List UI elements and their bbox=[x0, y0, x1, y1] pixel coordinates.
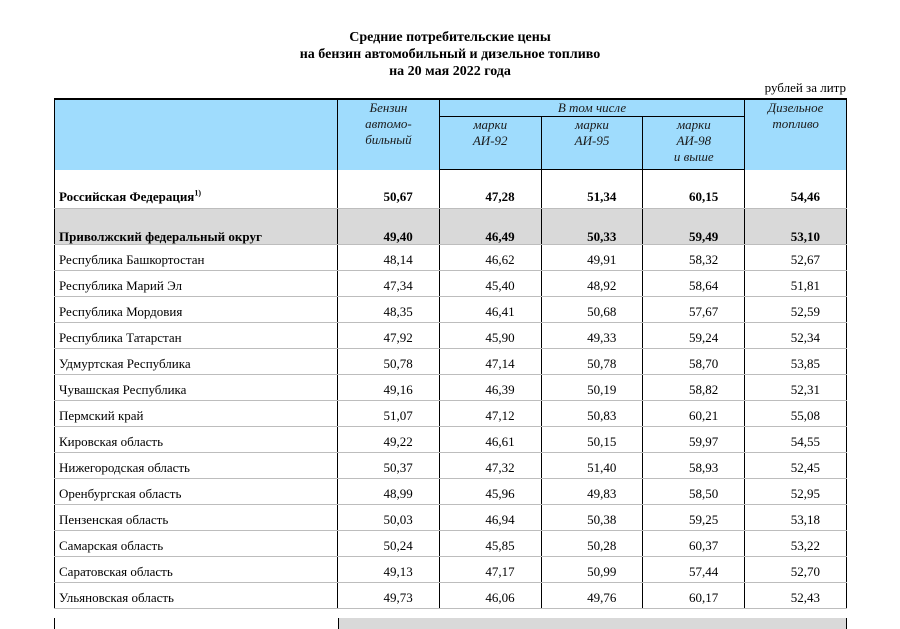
cell-gasoline: 49,73 bbox=[338, 583, 440, 609]
table-row bbox=[55, 531, 847, 557]
cell-ai92: 47,32 bbox=[439, 453, 541, 479]
cell-ai92: 46,39 bbox=[439, 375, 541, 401]
cell-diesel: 51,81 bbox=[745, 271, 847, 297]
row-name: Удмуртская Республика bbox=[55, 349, 338, 375]
cell-ai98: 58,50 bbox=[643, 479, 745, 505]
cell-ai92: 46,62 bbox=[439, 245, 541, 271]
cell-ai95: 50,38 bbox=[541, 505, 643, 531]
cell-ai95: 50,99 bbox=[541, 557, 643, 583]
table-row bbox=[55, 401, 847, 427]
cell-diesel: 55,08 bbox=[745, 401, 847, 427]
table-row bbox=[55, 427, 847, 453]
cell-gasoline: 48,14 bbox=[338, 245, 440, 271]
cell-ai95: 50,19 bbox=[541, 375, 643, 401]
header-including: В том числе bbox=[439, 99, 744, 117]
cell-diesel: 52,59 bbox=[745, 297, 847, 323]
cell-ai98: 60,15 bbox=[643, 170, 745, 209]
table-row bbox=[55, 479, 847, 505]
cell-ai92: 46,41 bbox=[439, 297, 541, 323]
table-row bbox=[55, 453, 847, 479]
cell-diesel: 53,85 bbox=[745, 349, 847, 375]
table-row-district bbox=[55, 209, 847, 245]
cell-gasoline: 49,13 bbox=[338, 557, 440, 583]
row-name: Пензенская область bbox=[55, 505, 338, 531]
cell-ai95: 50,28 bbox=[541, 531, 643, 557]
cell-ai92: 47,12 bbox=[439, 401, 541, 427]
row-name: Республика Татарстан bbox=[55, 323, 338, 349]
header-ai98: марки АИ-98 и выше bbox=[643, 117, 745, 170]
cell-ai95: 49,76 bbox=[541, 583, 643, 609]
cell-ai95: 49,83 bbox=[541, 479, 643, 505]
header-diesel: Дизельное топливо bbox=[745, 99, 847, 170]
cell-ai98: 58,32 bbox=[643, 245, 745, 271]
row-name: Чувашская Республика bbox=[55, 375, 338, 401]
cell-ai92: 46,94 bbox=[439, 505, 541, 531]
prices-table bbox=[54, 98, 847, 609]
row-name: Республика Мордовия bbox=[55, 297, 338, 323]
row-name: Республика Марий Эл bbox=[55, 271, 338, 297]
cell-ai98: 58,70 bbox=[643, 349, 745, 375]
cell-ai95: 48,92 bbox=[541, 271, 643, 297]
cell-ai95: 50,33 bbox=[541, 209, 643, 245]
header-ai92: марки АИ-92 bbox=[439, 117, 541, 170]
cell-gasoline: 49,40 bbox=[338, 209, 440, 245]
cell-diesel: 54,55 bbox=[745, 427, 847, 453]
cell-gasoline: 51,07 bbox=[338, 401, 440, 427]
cell-diesel: 52,34 bbox=[745, 323, 847, 349]
cell-ai98: 60,21 bbox=[643, 401, 745, 427]
cell-ai98: 58,82 bbox=[643, 375, 745, 401]
row-name: Оренбургская область bbox=[55, 479, 338, 505]
cell-ai92: 47,28 bbox=[439, 170, 541, 209]
table-row bbox=[55, 349, 847, 375]
table-body bbox=[55, 170, 847, 609]
cell-gasoline: 50,67 bbox=[338, 170, 440, 209]
cell-ai98: 60,17 bbox=[643, 583, 745, 609]
cell-ai92: 46,06 bbox=[439, 583, 541, 609]
document-title bbox=[0, 29, 900, 80]
row-name: Республика Башкортостан bbox=[55, 245, 338, 271]
cell-ai98: 57,44 bbox=[643, 557, 745, 583]
table-row bbox=[55, 583, 847, 609]
cell-diesel: 52,45 bbox=[745, 453, 847, 479]
cell-gasoline: 49,16 bbox=[338, 375, 440, 401]
cell-ai95: 49,33 bbox=[541, 323, 643, 349]
cell-gasoline: 50,03 bbox=[338, 505, 440, 531]
cell-ai92: 47,14 bbox=[439, 349, 541, 375]
cell-ai92: 45,85 bbox=[439, 531, 541, 557]
cell-diesel: 53,18 bbox=[745, 505, 847, 531]
cell-ai98: 59,49 bbox=[643, 209, 745, 245]
cell-ai98: 59,97 bbox=[643, 427, 745, 453]
cell-diesel: 52,31 bbox=[745, 375, 847, 401]
table-row bbox=[55, 297, 847, 323]
footnote-mark: 1) bbox=[194, 188, 202, 198]
table-row bbox=[55, 271, 847, 297]
units-label: рублей за литр bbox=[764, 80, 846, 95]
cell-ai95: 50,15 bbox=[541, 427, 643, 453]
header-region-cell bbox=[55, 99, 338, 170]
cell-gasoline: 48,35 bbox=[338, 297, 440, 323]
table-continuation-left bbox=[54, 618, 339, 629]
cell-ai92: 46,61 bbox=[439, 427, 541, 453]
title-line-1: Средние потребительские цены bbox=[349, 30, 551, 45]
row-name: Саратовская область bbox=[55, 557, 338, 583]
cell-diesel: 54,46 bbox=[745, 170, 847, 209]
cell-gasoline: 50,37 bbox=[338, 453, 440, 479]
cell-ai95: 50,78 bbox=[541, 349, 643, 375]
cell-ai92: 46,49 bbox=[439, 209, 541, 245]
cell-diesel: 52,43 bbox=[745, 583, 847, 609]
cell-ai92: 45,40 bbox=[439, 271, 541, 297]
cell-ai95: 50,83 bbox=[541, 401, 643, 427]
cell-diesel: 52,70 bbox=[745, 557, 847, 583]
row-name: Нижегородская область bbox=[55, 453, 338, 479]
cell-ai98: 59,25 bbox=[643, 505, 745, 531]
table-row-total bbox=[55, 170, 847, 209]
cell-ai95: 49,91 bbox=[541, 245, 643, 271]
cell-ai98: 60,37 bbox=[643, 531, 745, 557]
row-name: Кировская область bbox=[55, 427, 338, 453]
cell-ai92: 45,90 bbox=[439, 323, 541, 349]
row-name: Пермский край bbox=[55, 401, 338, 427]
cell-gasoline: 49,22 bbox=[338, 427, 440, 453]
cell-ai95: 51,40 bbox=[541, 453, 643, 479]
cell-ai98: 59,24 bbox=[643, 323, 745, 349]
cell-diesel: 53,10 bbox=[745, 209, 847, 245]
table-row bbox=[55, 505, 847, 531]
cell-gasoline: 50,78 bbox=[338, 349, 440, 375]
cell-ai95: 51,34 bbox=[541, 170, 643, 209]
cell-ai98: 58,93 bbox=[643, 453, 745, 479]
table-header bbox=[55, 99, 847, 170]
cell-gasoline: 47,34 bbox=[338, 271, 440, 297]
table-row bbox=[55, 375, 847, 401]
row-name: Самарская область bbox=[55, 531, 338, 557]
cell-diesel: 52,95 bbox=[745, 479, 847, 505]
cell-gasoline: 50,24 bbox=[338, 531, 440, 557]
cell-ai98: 58,64 bbox=[643, 271, 745, 297]
cell-ai95: 50,68 bbox=[541, 297, 643, 323]
table-row bbox=[55, 245, 847, 271]
row-name: Российская Федерация$^{1)}$ bbox=[55, 170, 338, 209]
row-name: Приволжский федеральный округ bbox=[55, 209, 338, 245]
table-row bbox=[55, 557, 847, 583]
title-line-2: на бензин автомобильный и дизельное топливо bbox=[299, 47, 601, 62]
cell-diesel: 52,67 bbox=[745, 245, 847, 271]
cell-ai98: 57,67 bbox=[643, 297, 745, 323]
cell-diesel: 53,22 bbox=[745, 531, 847, 557]
table-row bbox=[55, 323, 847, 349]
header-gasoline: Бензин автомо- бильный bbox=[338, 99, 440, 170]
row-name: Ульяновская область bbox=[55, 583, 338, 609]
cell-ai92: 47,17 bbox=[439, 557, 541, 583]
cell-gasoline: 47,92 bbox=[338, 323, 440, 349]
table-continuation bbox=[338, 618, 847, 629]
header-ai95: марки АИ-95 bbox=[541, 117, 643, 170]
title-line-3: на 20 мая 2022 года bbox=[389, 64, 511, 79]
cell-gasoline: 48,99 bbox=[338, 479, 440, 505]
cell-ai92: 45,96 bbox=[439, 479, 541, 505]
